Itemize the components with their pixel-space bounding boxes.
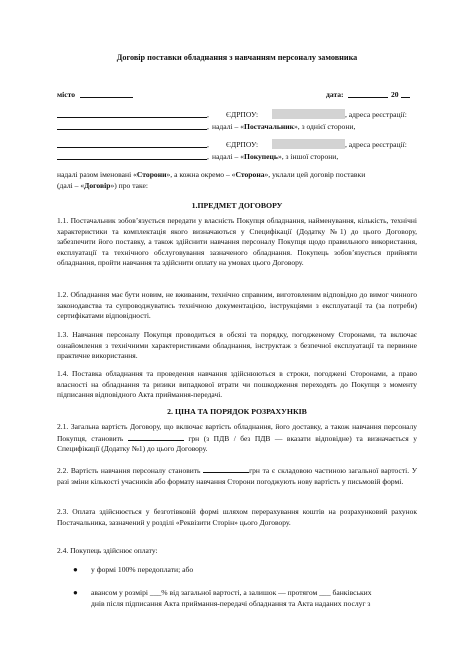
intro-parties-term: Сторони [136,170,167,179]
clause-2-2 [57,465,417,487]
intro-text-c: », а кожна окремо – « [166,170,236,179]
payment-option-2-line-1: авансом у розмірі ___% від загальної вартості, а залишок — протягом ___ банківських [91,588,372,597]
payment-option-2-line-2: днів після підписання Акта приймання-передачі обладнання та Акта наданих послуг з [91,599,371,608]
supplier-sep: , [207,110,209,119]
date-blank[interactable] [348,97,388,98]
clause-1-3: 1.3. Навчання персоналу Покупця проводиться в обсязі та порядку, погодженому Сторонами, та включає ознайомлення з технічними характеристиками обладнання, інструктаж з безпечної експлуатації та первинне практичне використання. [57,330,417,361]
supplier-name-blank[interactable] [57,117,207,118]
clause-2-3: 2.3. Оплата здійснюється у безготівковій формі шляхом перерахування коштів на розрахунковий рахунок Постачальника, зазначений у розділі «Реквізити Сторін» цього Договору. [57,507,417,527]
intro-line-2 [57,181,148,191]
clause-1-2: 1.2. Обладнання має бути новим, не вживаним, технічно справним, виготовленим відповідно до вимог чинного законодавства та супроводжуватись технічною документацією, інструкціями з експлуатації та (за потреби) сертифікатами відповідності. [57,290,417,321]
clause-2-1-text-a: 2.1. Загальна вартість Договору, що включає вартість обладнання, його доставку, а також навчання персоналу Покупця, становить [57,422,417,443]
buyer-address-label: , адреса реєстрації: [345,140,407,149]
buyer-role-prefix: надалі – « [212,152,245,161]
supplier-edrpou-label: ЄДРПОУ: [226,110,259,119]
section-1-heading: 1.ПРЕДМЕТ ДОГОВОРУ [191,201,283,210]
payment-option-1: у формі 100% передоплати; або [91,565,194,574]
intro-agreement-term: Договір [84,181,111,190]
year-blank[interactable] [401,97,410,98]
buyer-role: Покупець [244,152,278,161]
bullet-icon: ● [73,588,78,597]
supplier-role-suffix: », з однієї сторони, [293,122,356,131]
buyer-edrpou-field[interactable] [272,139,345,149]
buyer-sep-2: , [207,152,209,161]
date-label: дата: [326,90,344,99]
buyer-address-blank[interactable] [57,159,207,160]
supplier-edrpou-field[interactable] [272,109,345,119]
clause-2-2-text-b: грн та є складовою частиною загальної вартості. У разі зміни кількості учасників або формату навчання Сторони погоджують нову вартість у письмовій формі. [57,466,418,486]
buyer-role-suffix: », з іншої сторони, [277,152,339,161]
intro-text-2c: ») про таке: [110,181,148,190]
supplier-role-line [212,122,355,132]
bullet-icon: ● [73,565,78,574]
section-2-heading: 2. ЦІНА ТА ПОРЯДОК РОЗРАХУНКІВ [167,407,307,416]
buyer-name-blank[interactable] [57,147,207,148]
supplier-role-prefix: надалі – « [212,122,245,131]
year-prefix: 20 [391,90,399,99]
intro-line-1 [57,170,365,180]
intro-text-a: надалі разом іменовані « [57,170,137,179]
city-label: місто [57,90,76,99]
clause-1-1: 1.1. Постачальник зобов’язується передати у власність Покупця обладнання, найменування, кількість, технічні характеристики та комплектація якого визначаються у Специфікації (Додатку №1) до цього Договору, забезпечити його поставку, а також здійснити навчання персоналу Покупця щодо правильного використання, експлуатації та технічного обслуговування зазначеного обладнання. Покупець зобов’язується прийняти обладнання, пройти навчання та здійснити оплату на умовах цього Договору. [57,216,417,268]
clause-2-1-text-b: грн (з ПДВ / без ПДВ — вказати відповідне) та визначається у Специфікації (Додатку №1) до цього Договору. [57,433,417,454]
city-blank[interactable] [80,97,133,98]
supplier-address-label: , адреса реєстрації: [345,110,407,119]
buyer-sep: , [207,140,209,149]
total-price-blank[interactable] [128,433,184,441]
supplier-role: Постачальник [244,122,294,131]
buyer-role-line [212,152,338,162]
buyer-edrpou-label: ЄДРПОУ: [226,140,259,149]
clause-1-4: 1.4. Поставка обладнання та проведення навчання здійснюються в строки, погоджені Сторонами, а право власності на обладнання та ризики випадкової втрати чи пошкодження переходять до Покупця з моменту підписання відповідного Акта приймання-передачі. [57,369,417,400]
clause-2-1 [57,422,417,455]
supplier-address-blank[interactable] [57,129,207,130]
intro-text-2a: (далі – « [57,181,85,190]
intro-party-term: Сторона [235,170,265,179]
intro-text-e: », уклали цей договір поставки [264,170,366,179]
clause-2-4: 2.4. Покупець здійснює оплату: [57,546,158,555]
document-title: Договір поставки обладнання з навчанням персоналу замовника [116,53,358,62]
supplier-sep-2: , [207,122,209,131]
training-price-blank[interactable] [203,465,249,473]
clause-2-2-text-a: 2.2. Вартість навчання персоналу становить [57,466,201,475]
